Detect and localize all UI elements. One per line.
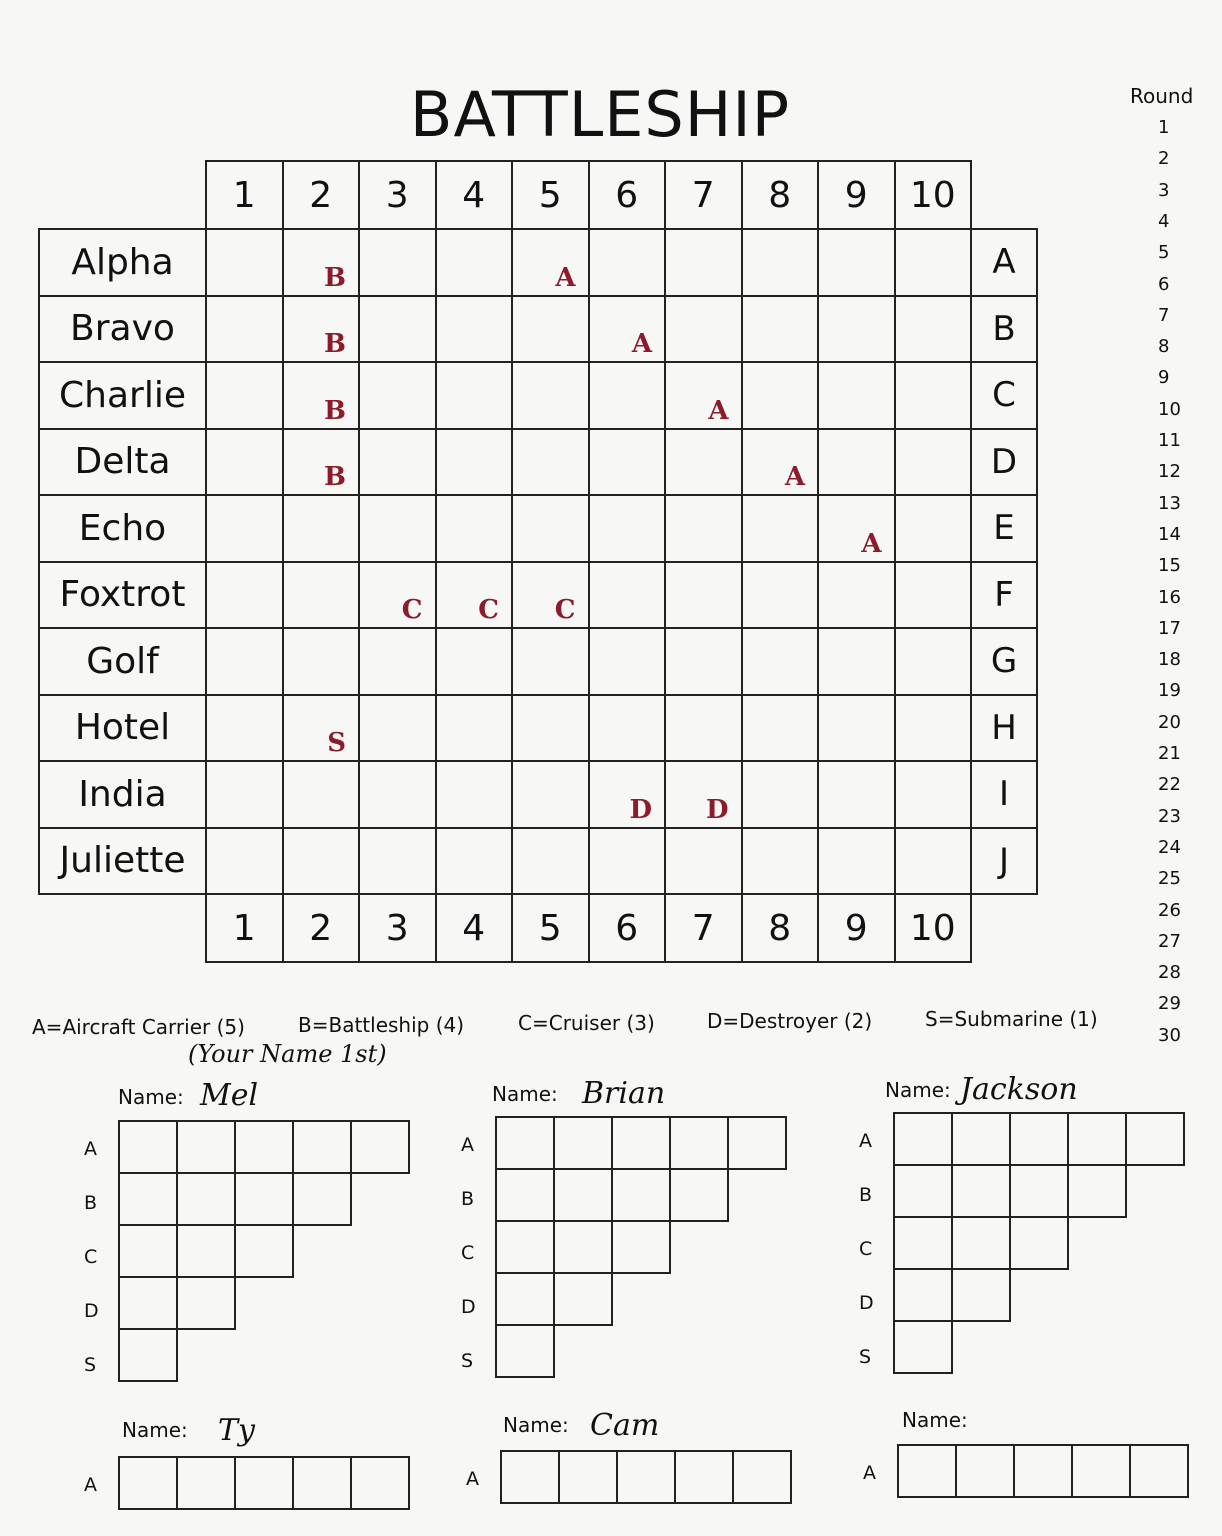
tracker-cell[interactable] [177, 1121, 235, 1173]
player-name-label: Name: [503, 1413, 569, 1437]
main-grid [38, 160, 1038, 963]
column-number-bottom: 4 [436, 894, 513, 962]
grid-cell[interactable] [589, 229, 666, 296]
row-name: Echo [39, 495, 206, 562]
tracker-row-label: A [863, 1462, 876, 1484]
grid-cell[interactable] [283, 761, 360, 828]
tracker-cell[interactable] [119, 1121, 177, 1173]
tracker-cell[interactable] [1014, 1445, 1072, 1497]
grid-cell[interactable] [665, 828, 742, 895]
tracker-row-label: A [84, 1138, 97, 1160]
round-number: 22 [1158, 774, 1181, 796]
grid-cell[interactable] [436, 229, 513, 296]
row-name: India [39, 761, 206, 828]
tracker-cell[interactable] [235, 1121, 293, 1173]
row-name: Bravo [39, 296, 206, 363]
ship-mark: C [401, 595, 423, 625]
grid-cell[interactable] [742, 429, 819, 496]
grid-cell[interactable] [283, 362, 360, 429]
ship-mark: A [555, 262, 576, 293]
row-name: Charlie [39, 362, 206, 429]
grid-cell[interactable] [359, 828, 436, 895]
round-number: 23 [1158, 805, 1181, 827]
tracker-cell[interactable] [119, 1457, 177, 1509]
column-number-top: 8 [742, 161, 819, 229]
player-name-label: Name: [902, 1408, 968, 1432]
round-number: 24 [1158, 836, 1181, 858]
row-letter: B [971, 296, 1037, 363]
grid-cell[interactable] [206, 229, 283, 296]
tracker-row-label: D [84, 1300, 99, 1322]
legend-destroyer: D=Destroyer (2) [707, 1009, 873, 1033]
row-letter: D [971, 429, 1037, 496]
tracker-row-label: B [461, 1188, 475, 1210]
grid-cell[interactable] [665, 562, 742, 629]
round-number: 21 [1158, 743, 1181, 764]
grid-cell[interactable] [742, 628, 819, 695]
grid-cell[interactable] [359, 628, 436, 695]
grid-cell[interactable] [589, 562, 666, 629]
tracker-cell[interactable] [894, 1217, 952, 1269]
tracker-row-label: S [84, 1354, 97, 1376]
grid-cell[interactable] [206, 429, 283, 496]
round-number: 11 [1158, 430, 1181, 451]
grid-cell[interactable] [895, 429, 972, 496]
grid-cell[interactable] [589, 761, 666, 828]
ship-tracker [118, 1120, 410, 1382]
tracker-cell[interactable] [177, 1277, 235, 1329]
tracker-cell[interactable] [894, 1269, 952, 1321]
tracker-cell[interactable] [496, 1117, 554, 1169]
grid-cell[interactable] [895, 362, 972, 429]
column-number-top: 2 [283, 161, 360, 229]
row-name: Foxtrot [39, 562, 206, 629]
column-number-top: 7 [665, 161, 742, 229]
grid-cell[interactable] [436, 296, 513, 363]
grid-cell[interactable] [818, 296, 895, 363]
ship-mark: A [631, 329, 652, 359]
tracker-cell[interactable] [235, 1225, 293, 1277]
grid-cell[interactable] [283, 296, 360, 363]
round-number: 8 [1158, 336, 1170, 358]
row-name: Alpha [39, 229, 206, 296]
tracker-cell[interactable] [612, 1169, 670, 1221]
grid-cell[interactable] [818, 695, 895, 762]
grid-cell[interactable] [436, 562, 513, 629]
tracker-cell[interactable] [952, 1217, 1010, 1269]
round-number: 28 [1158, 962, 1181, 984]
grid-cell[interactable] [283, 828, 360, 895]
column-number-top: 6 [589, 161, 666, 229]
tracker-cell[interactable] [1126, 1113, 1184, 1165]
grid-cell[interactable] [589, 296, 666, 363]
tracker-cell[interactable] [1072, 1445, 1130, 1497]
grid-cell[interactable] [206, 495, 283, 562]
tracker-row-label: C [461, 1242, 475, 1264]
round-number: 10 [1158, 398, 1181, 420]
column-number-bottom: 8 [742, 894, 819, 962]
grid-cell[interactable] [818, 429, 895, 496]
tracker-row-label: A [461, 1134, 474, 1156]
grid-cell[interactable] [665, 628, 742, 695]
column-number-bottom: 2 [283, 894, 360, 962]
grid-cell[interactable] [206, 828, 283, 895]
grid-cell[interactable] [742, 495, 819, 562]
ship-mark: C [554, 595, 576, 625]
grid-cell[interactable] [665, 695, 742, 762]
tracker-cell[interactable] [554, 1221, 612, 1273]
tracker-cell[interactable] [1068, 1165, 1126, 1217]
ship-mark: C [478, 595, 499, 625]
row-name: Juliette [39, 828, 206, 895]
tracker-cell[interactable] [956, 1445, 1014, 1497]
ship-mark: A [708, 395, 729, 426]
tracker-cell[interactable] [670, 1117, 728, 1169]
grid-cell[interactable] [283, 229, 360, 296]
grid-cell[interactable] [359, 761, 436, 828]
player-name-label: Name: [122, 1418, 188, 1442]
player-name[interactable]: Ty [218, 1413, 255, 1448]
grid-cell[interactable] [206, 695, 283, 762]
tracker-cell[interactable] [119, 1329, 177, 1381]
round-number: 25 [1158, 868, 1181, 890]
ship-tracker [897, 1444, 1189, 1498]
grid-cell[interactable] [665, 296, 742, 363]
grid-cell[interactable] [436, 695, 513, 762]
tracker-cell[interactable] [1130, 1445, 1188, 1497]
round-number: 3 [1158, 179, 1170, 201]
grid-cell[interactable] [359, 429, 436, 496]
column-number-top: 10 [895, 161, 972, 229]
tracker-cell[interactable] [554, 1273, 612, 1325]
grid-cell[interactable] [512, 495, 589, 562]
legend-submarine: S=Submarine (1) [925, 1007, 1098, 1031]
column-number-bottom: 6 [589, 894, 666, 962]
grid-cell[interactable] [206, 761, 283, 828]
grid-cell[interactable] [359, 362, 436, 429]
round-number: 12 [1158, 461, 1181, 483]
grid-cell[interactable] [436, 362, 513, 429]
row-letter: C [971, 362, 1037, 429]
grid-cell[interactable] [818, 562, 895, 629]
grid-cell[interactable] [359, 495, 436, 562]
ship-tracker [500, 1450, 792, 1504]
grid-cell[interactable] [512, 628, 589, 695]
legend-battleship: B=Battleship (4) [298, 1013, 465, 1037]
tracker-cell[interactable] [496, 1221, 554, 1273]
tracker-cell[interactable] [1010, 1217, 1068, 1269]
grid-cell[interactable] [818, 229, 895, 296]
round-number: 16 [1158, 586, 1181, 608]
grid-cell[interactable] [895, 296, 972, 363]
tracker-cell[interactable] [617, 1451, 675, 1503]
grid-cell[interactable] [589, 429, 666, 496]
name-note: (Your Name 1st) [188, 1040, 387, 1068]
grid-cell[interactable] [206, 296, 283, 363]
round-number: 9 [1158, 367, 1170, 389]
tracker-cell[interactable] [894, 1321, 952, 1373]
tracker-cell[interactable] [235, 1457, 293, 1509]
grid-cell[interactable] [512, 296, 589, 363]
grid-cell[interactable] [665, 429, 742, 496]
grid-cell[interactable] [818, 362, 895, 429]
legend-cruiser: C=Cruiser (3) [518, 1011, 655, 1035]
tracker-cell[interactable] [894, 1113, 952, 1165]
page-title: BATTLESHIP [409, 78, 791, 151]
column-number-top: 9 [818, 161, 895, 229]
tracker-row-label: A [466, 1468, 479, 1490]
tracker-cell[interactable] [554, 1117, 612, 1169]
grid-cell[interactable] [359, 296, 436, 363]
grid-cell[interactable] [589, 628, 666, 695]
grid-cell[interactable] [818, 828, 895, 895]
tracker-cell[interactable] [496, 1273, 554, 1325]
tracker-cell[interactable] [612, 1221, 670, 1273]
round-number: 17 [1158, 617, 1181, 639]
tracker-row-label: A [859, 1130, 872, 1152]
column-number-bottom: 7 [665, 894, 742, 962]
grid-cell[interactable] [895, 695, 972, 762]
row-name: Golf [39, 628, 206, 695]
round-number: 30 [1158, 1024, 1181, 1046]
tracker-cell[interactable] [235, 1173, 293, 1225]
tracker-cell[interactable] [351, 1457, 409, 1509]
round-number: 4 [1158, 210, 1170, 232]
grid-cell[interactable] [283, 628, 360, 695]
tracker-cell[interactable] [1068, 1113, 1126, 1165]
tracker-cell[interactable] [554, 1169, 612, 1221]
grid-cell[interactable] [206, 628, 283, 695]
ship-mark: B [324, 329, 346, 359]
ship-mark: B [324, 262, 346, 293]
round-number: 2 [1158, 148, 1170, 170]
tracker-cell[interactable] [612, 1117, 670, 1169]
column-number-top: 3 [359, 161, 436, 229]
round-number: 7 [1158, 304, 1170, 326]
row-name: Delta [39, 429, 206, 496]
grid-cell[interactable] [895, 761, 972, 828]
grid-cell[interactable] [436, 495, 513, 562]
tracker-cell[interactable] [496, 1325, 554, 1377]
ship-mark: A [861, 528, 882, 559]
ship-mark: B [324, 395, 346, 426]
grid-cell[interactable] [512, 695, 589, 762]
legend-carrier: A=Aircraft Carrier (5) [32, 1015, 245, 1039]
round-number: 1 [1158, 117, 1170, 138]
grid-cell[interactable] [436, 828, 513, 895]
round-header: Round [1130, 84, 1194, 108]
grid-cell[interactable] [665, 229, 742, 296]
tracker-cell[interactable] [1010, 1113, 1068, 1165]
tracker-cell[interactable] [952, 1165, 1010, 1217]
ship-tracker [118, 1456, 410, 1510]
tracker-cell[interactable] [119, 1173, 177, 1225]
grid-cell[interactable] [895, 828, 972, 895]
grid-cell[interactable] [436, 761, 513, 828]
row-letter: I [971, 761, 1037, 828]
tracker-cell[interactable] [293, 1457, 351, 1509]
tracker-row-label: C [84, 1246, 98, 1268]
grid-cell[interactable] [512, 562, 589, 629]
grid-cell[interactable] [359, 695, 436, 762]
round-number: 26 [1158, 899, 1181, 921]
grid-cell[interactable] [665, 362, 742, 429]
grid-cell[interactable] [895, 229, 972, 296]
round-number: 27 [1158, 930, 1181, 952]
grid-cell[interactable] [742, 761, 819, 828]
tracker-cell[interactable] [670, 1169, 728, 1221]
round-number: 6 [1158, 273, 1170, 295]
player-name-label: Name: [118, 1085, 184, 1109]
column-number-bottom: 10 [895, 894, 972, 962]
tracker-cell[interactable] [898, 1445, 956, 1497]
row-letter: E [971, 495, 1037, 562]
grid-cell[interactable] [742, 695, 819, 762]
grid-cell[interactable] [283, 495, 360, 562]
player-name[interactable]: Jackson [960, 1072, 1078, 1107]
tracker-cell[interactable] [675, 1451, 733, 1503]
player-name-label: Name: [885, 1078, 951, 1102]
row-name: Hotel [39, 695, 206, 762]
grid-cell[interactable] [742, 296, 819, 363]
grid-cell[interactable] [436, 429, 513, 496]
tracker-cell[interactable] [733, 1451, 791, 1503]
tracker-row-label: D [859, 1292, 874, 1314]
tracker-cell[interactable] [559, 1451, 617, 1503]
ship-mark: S [327, 728, 346, 758]
tracker-cell[interactable] [177, 1173, 235, 1225]
column-number-bottom: 5 [512, 894, 589, 962]
grid-cell[interactable] [818, 495, 895, 562]
tracker-cell[interactable] [1010, 1165, 1068, 1217]
tracker-cell[interactable] [894, 1165, 952, 1217]
tracker-cell[interactable] [177, 1225, 235, 1277]
round-number: 5 [1158, 242, 1170, 264]
tracker-cell[interactable] [351, 1121, 409, 1173]
grid-cell[interactable] [512, 828, 589, 895]
column-number-top: 5 [512, 161, 589, 229]
grid-cell[interactable] [589, 695, 666, 762]
row-letter: H [971, 695, 1037, 762]
grid-cell[interactable] [589, 828, 666, 895]
grid-cell[interactable] [512, 362, 589, 429]
row-letter: J [971, 828, 1037, 895]
ship-mark: D [629, 794, 652, 825]
column-number-bottom: 1 [206, 894, 283, 962]
round-number: 18 [1158, 649, 1181, 671]
ship-tracker [495, 1116, 787, 1378]
ship-mark: A [784, 462, 805, 492]
player-name-label: Name: [492, 1082, 558, 1106]
grid-cell[interactable] [742, 562, 819, 629]
grid-cell[interactable] [818, 628, 895, 695]
column-number-top: 4 [436, 161, 513, 229]
grid-cell[interactable] [742, 362, 819, 429]
ship-mark: B [324, 462, 346, 492]
player-name[interactable]: Brian [582, 1076, 666, 1111]
grid-cell[interactable] [512, 229, 589, 296]
row-letter: F [971, 562, 1037, 629]
grid-cell[interactable] [895, 628, 972, 695]
column-number-bottom: 9 [818, 894, 895, 962]
grid-cell[interactable] [589, 495, 666, 562]
tracker-row-label: B [859, 1184, 873, 1206]
tracker-row-label: D [461, 1296, 476, 1318]
player-name[interactable]: Cam [590, 1408, 660, 1443]
grid-cell[interactable] [742, 229, 819, 296]
grid-cell[interactable] [512, 761, 589, 828]
tracker-row-label: S [461, 1350, 474, 1372]
grid-cell[interactable] [665, 761, 742, 828]
grid-cell[interactable] [895, 562, 972, 629]
tracker-cell[interactable] [293, 1121, 351, 1173]
ship-tracker [893, 1112, 1185, 1374]
tracker-cell[interactable] [501, 1451, 559, 1503]
tracker-cell[interactable] [952, 1113, 1010, 1165]
grid-cell[interactable] [436, 628, 513, 695]
tracker-cell[interactable] [952, 1269, 1010, 1321]
grid-cell[interactable] [665, 495, 742, 562]
tracker-row-label: S [859, 1346, 872, 1368]
round-number: 13 [1158, 492, 1181, 514]
grid-cell[interactable] [589, 362, 666, 429]
row-letter: G [971, 628, 1037, 695]
round-number: 29 [1158, 993, 1181, 1015]
tracker-cell[interactable] [728, 1117, 786, 1169]
grid-cell[interactable] [359, 562, 436, 629]
round-number: 19 [1158, 680, 1181, 702]
tracker-cell[interactable] [293, 1173, 351, 1225]
round-number: 14 [1158, 523, 1181, 545]
tracker-cell[interactable] [496, 1169, 554, 1221]
player-name[interactable]: Mel [200, 1078, 259, 1113]
column-number-top: 1 [206, 161, 283, 229]
column-number-bottom: 3 [359, 894, 436, 962]
tracker-row-label: C [859, 1238, 873, 1260]
ship-mark: D [705, 794, 729, 825]
grid-cell[interactable] [206, 562, 283, 629]
grid-cell[interactable] [359, 229, 436, 296]
grid-cell[interactable] [512, 429, 589, 496]
tracker-cell[interactable] [119, 1277, 177, 1329]
grid-cell[interactable] [895, 495, 972, 562]
grid-cell[interactable] [283, 695, 360, 762]
tracker-cell[interactable] [119, 1225, 177, 1277]
grid-cell[interactable] [742, 828, 819, 895]
round-number: 15 [1158, 555, 1181, 577]
grid-cell[interactable] [283, 562, 360, 629]
grid-cell[interactable] [818, 761, 895, 828]
round-number: 20 [1158, 711, 1181, 733]
tracker-row-label: B [84, 1192, 98, 1214]
row-letter: A [971, 229, 1037, 296]
grid-cell[interactable] [206, 362, 283, 429]
grid-cell[interactable] [283, 429, 360, 496]
tracker-row-label: A [84, 1474, 97, 1496]
tracker-cell[interactable] [177, 1457, 235, 1509]
